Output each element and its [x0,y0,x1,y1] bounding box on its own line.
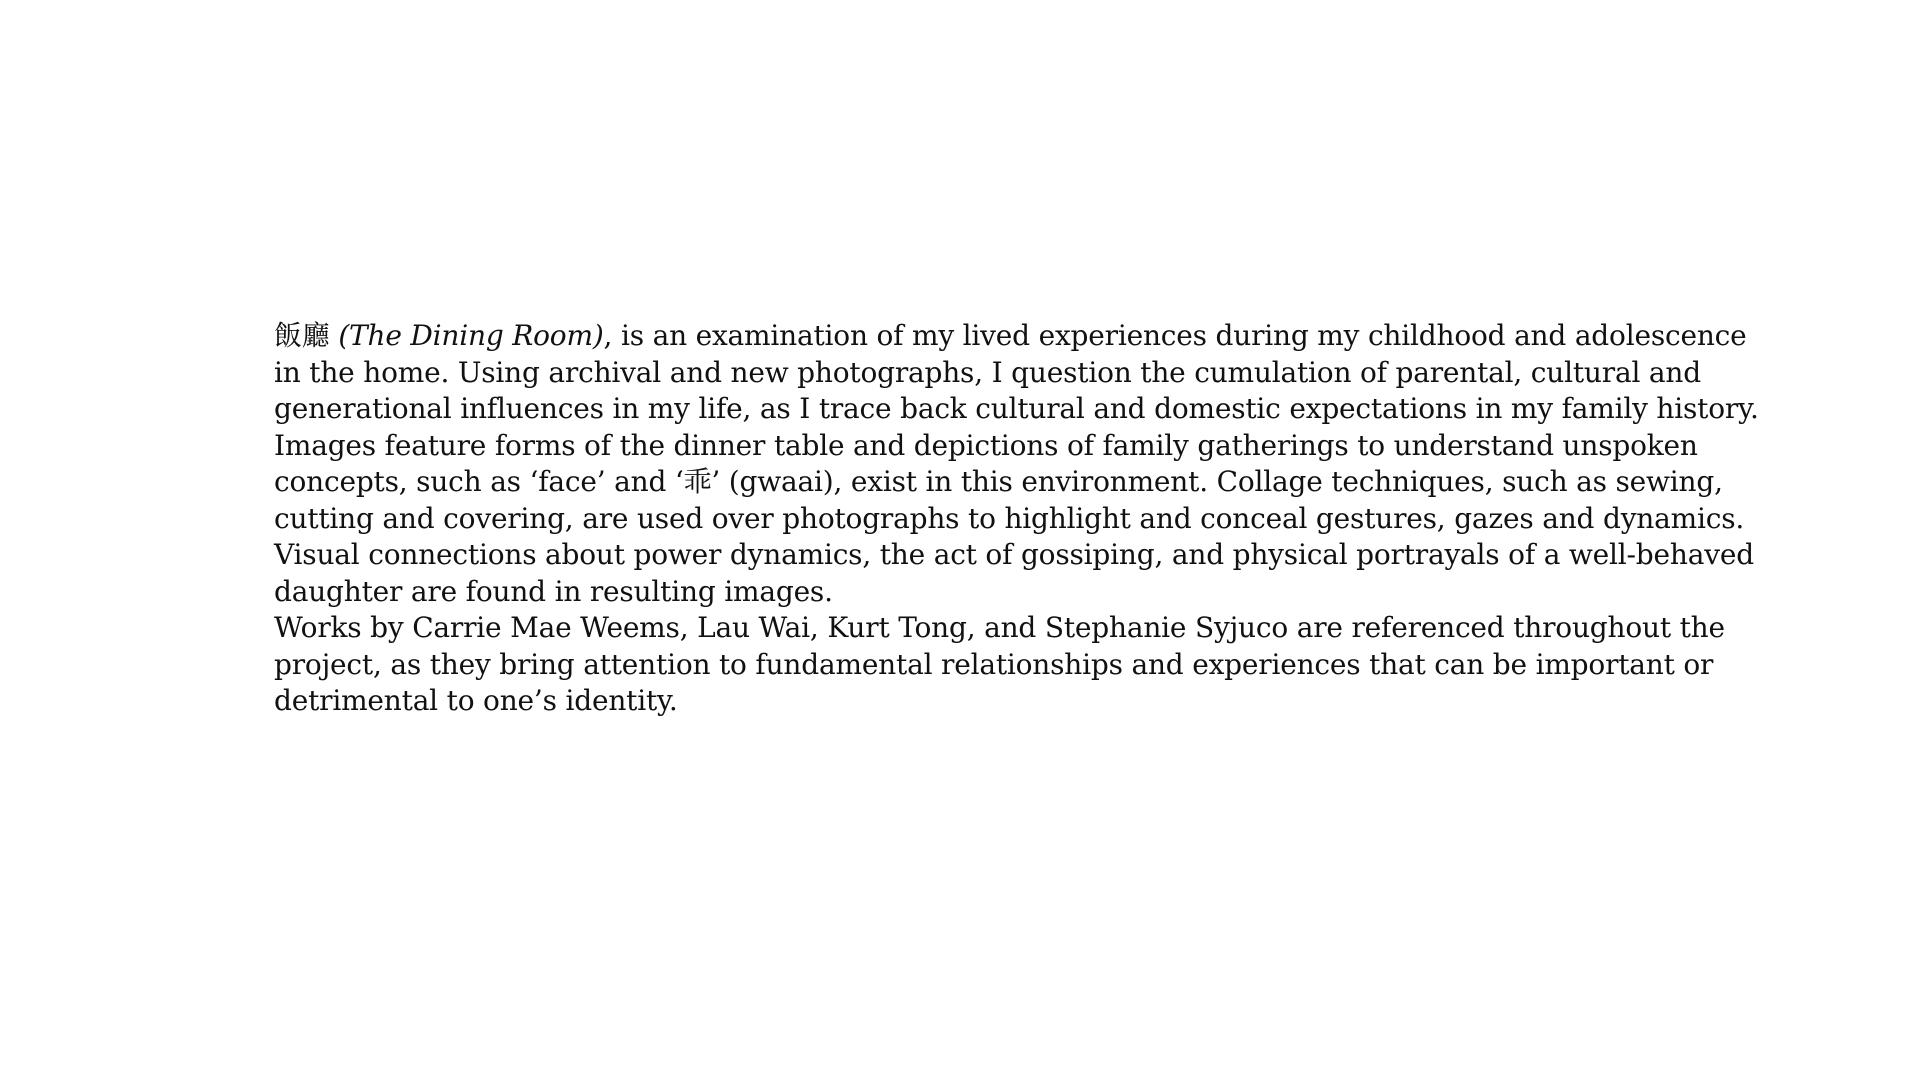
statement-text [274,318,1759,720]
project-title-chinese: 飯廳 [274,319,330,352]
text-line: Works by Carrie Mae Weems, Lau Wai, Kurt Tong, and Stephanie Syjuco are referenced throughout the [274,611,1725,644]
text-line [274,318,1747,355]
text-line-content: , is an examination of my lived experiences during my childhood and adolescence [603,319,1747,352]
paragraph-introduction [274,318,1759,610]
text-line: cutting and covering, are used over photographs to highlight and conceal gestures, gazes and dynamics. [274,501,1745,535]
text-line: daughter are found in resulting images. [274,574,833,608]
text-line: generational influences in my life, as I trace back cultural and domestic expectations in my family history. [274,392,1759,425]
text-line: detrimental to one’s identity. [274,684,678,717]
text-line: in the home. Using archival and new photographs, I question the cumulation of parental, cultural and [274,355,1701,389]
paragraph-references [274,610,1725,720]
text-line: Visual connections about power dynamics, the act of gossiping, and physical portrayals of a well-behaved [274,538,1754,571]
text-line: project, as they bring attention to fundamental relationships and experiences that can be important or [274,647,1714,681]
text-line: Images feature forms of the dinner table and depictions of family gatherings to understand unspoken [274,428,1698,462]
text-line: concepts, such as ‘face’ and ‘乖’ (gwaai), exist in this environment. Collage techniques, such as sewing, [274,465,1723,498]
project-title-english: (The Dining Room) [338,319,604,352]
